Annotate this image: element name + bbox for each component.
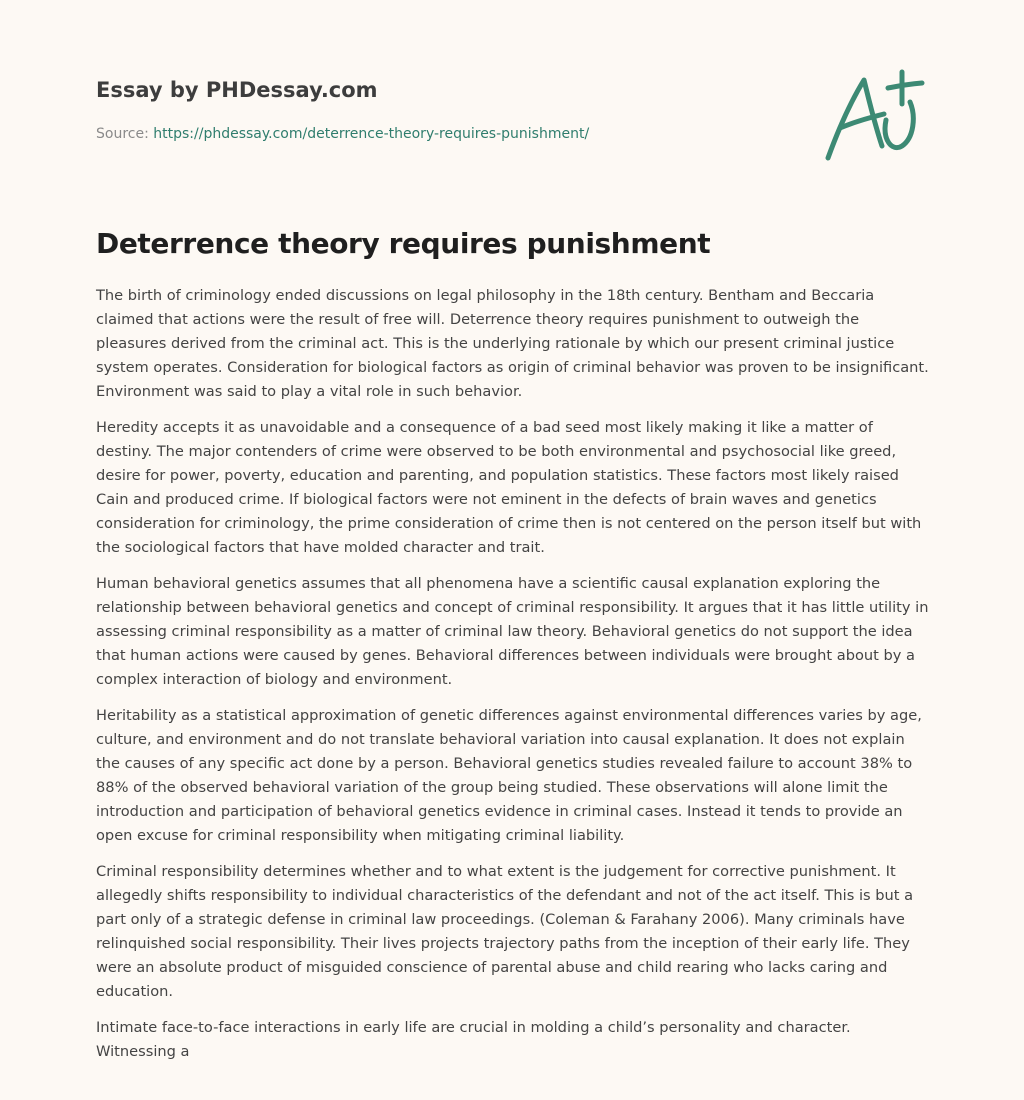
essay-paragraph: Criminal responsibility determines whether and to what extent is the judgement for corrective punishment. It allegedly shifts responsibility to individual characteristics of the defendant and not of the act itself. This is but a part only of a strategic defense in criminal law proceedings. (Coleman & Farahany 2006). Many criminals have relinquished social responsibility. Their lives projects trajectory paths from the inception of their early life. They were an absolute product of misguided conscience of parental abuse and child rearing who lacks caring and education. [96, 863, 914, 1000]
essay-title: Deterrence theory requires punishment [96, 227, 711, 260]
a-plus-grade-icon [822, 66, 930, 166]
source-label: Source: [96, 126, 154, 142]
essay-paragraph: Heritability as a statistical approximation of genetic differences against environmental differences varies by age, culture, and environment and do not translate behavioral variation into causal explanation. It does not explain the causes of any specific act done by a person. Behavioral genetics studies revealed failure to account 38% to 88% of the observed behavioral variation of the group being studied. These observations will alone limit the introduction and participation of behavioral genetics evidence in criminal cases. Instead it tends to provide an open excuse for criminal responsibility when mitigating criminal liability. [96, 707, 922, 844]
brand-title: Essay by PHDessay.com [96, 78, 378, 102]
essay-paragraph: Heredity accepts it as unavoidable and a consequence of a bad seed most likely making it like a matter of destiny. The major contenders of crime were observed to be both environmental and psychosocial like greed, desire for power, poverty, education and parenting, and population statistics. These factors most likely raised Cain and produced crime. If biological factors were not eminent in the defects of brain waves and genetics consideration for criminology, the prime consideration of crime then is not centered on the person itself but with the sociological factors that have molded character and trait. [96, 419, 922, 556]
essay-paragraph: Intimate face-to-face interactions in early life are crucial in molding a child’s personality and character. Witnessing a [96, 1019, 851, 1060]
essay-paragraph: The birth of criminology ended discussions on legal philosophy in the 18th century. Bentham and Beccaria claimed that actions were the result of free will. Deterrence theory requires punishment to outweigh the pleasures derived from the criminal act. This is the underlying rationale by which our present criminal justice system operates. Consideration for biological factors as origin of criminal behavior was proven to be insignificant. Environment was said to play a vital role in such behavior. [96, 287, 929, 400]
page-header [96, 76, 796, 144]
essay-body [96, 284, 932, 1076]
source-line [96, 124, 796, 144]
source-link[interactable]: https://phdessay.com/deterrence-theory-requires-punishment/ [153, 126, 590, 142]
essay-paragraph: Human behavioral genetics assumes that all phenomena have a scientific causal explanation exploring the relationship between behavioral genetics and concept of criminal responsibility. It argues that it has little utility in assessing criminal responsibility as a matter of criminal law theory. Behavioral genetics do not support the idea that human actions were caused by genes. Behavioral differences between individuals were brought about by a complex interaction of biology and environment. [96, 575, 929, 688]
